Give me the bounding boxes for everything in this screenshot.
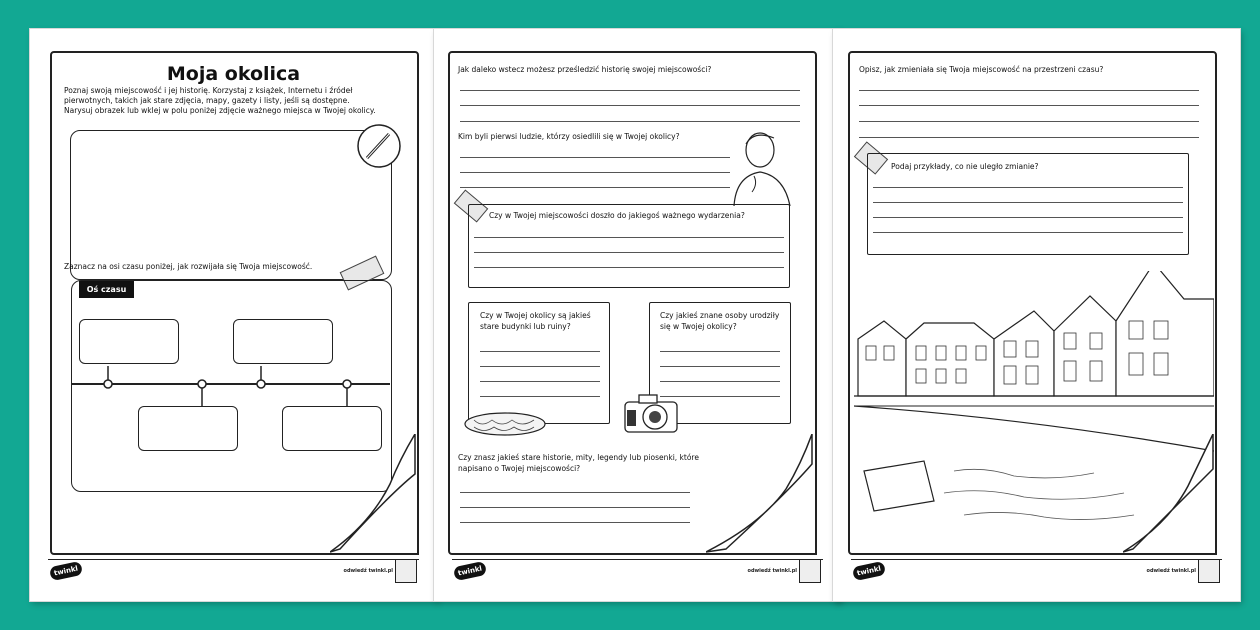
twinkl-logo: twinkl xyxy=(49,561,83,581)
scroll-illustration xyxy=(462,410,548,438)
page-1-intro: Poznaj swoją miejscowość i jej historię. Korzystaj z książek, Internetu i źródeł pierwotnych, takich jak stare zdjęcia, mapy, gazety i listy, jeśli są dostępne. xyxy=(64,86,353,105)
question-1: Jak daleko wstecz możesz prześledzić historię swojej miejscowości? xyxy=(458,65,712,74)
question-4: Czy w Twojej okolicy są jakieś stare budynki lub ruiny? xyxy=(480,311,591,331)
question-1: Opisz, jak zmieniała się Twoja miejscowość na przestrzeni czasu? xyxy=(859,65,1104,74)
footer-site: odwiedź twinkl.pl xyxy=(343,568,393,574)
twinkl-logo: twinkl xyxy=(453,561,487,581)
picture-box[interactable] xyxy=(70,130,392,280)
footer-site: odwiedź twinkl.pl xyxy=(747,568,797,574)
page-curl xyxy=(706,434,816,554)
timeline-label: Oś czasu xyxy=(79,281,134,298)
worksheet-page-1 xyxy=(30,29,437,601)
footer-rule xyxy=(851,559,1222,560)
timeline-event-box[interactable] xyxy=(138,406,238,451)
timeline-event-box[interactable] xyxy=(79,319,179,364)
question-5: Czy jakieś znane osoby urodziły się w Twojej okolicy? xyxy=(660,311,780,331)
twinkl-logo: twinkl xyxy=(852,561,886,581)
timeline-event-box[interactable] xyxy=(233,319,333,364)
question-2: Kim byli pierwsi ludzie, którzy osiedlili się w Twojej okolicy? xyxy=(458,132,680,141)
worksheet-page-2 xyxy=(434,29,841,601)
page-1-title: Moja okolica xyxy=(166,63,301,85)
question-3: Czy w Twojej miejscowości doszło do jakiegoś ważnego wydarzenia? xyxy=(489,211,745,220)
footer-rule xyxy=(452,559,823,560)
timeline-prompt: Zaznacz na osi czasu poniżej, jak rozwijała się Twoja miejscowość. xyxy=(64,262,313,271)
badge-icon xyxy=(395,559,417,583)
pencil-icon xyxy=(355,122,403,170)
person-illustration xyxy=(724,124,799,206)
page-curl xyxy=(1123,434,1218,554)
page-curl xyxy=(330,434,420,554)
page-1-instruction: Narysuj obrazek lub wklej w polu poniżej zdjęcie ważnego miejsca w Twojej okolicy. xyxy=(64,106,376,115)
footer-rule xyxy=(48,559,419,560)
badge-icon xyxy=(799,559,821,583)
question-2: Podaj przykłady, co nie uległo zmianie? xyxy=(891,162,1039,171)
camera-icon xyxy=(621,388,683,436)
question-6: Czy znasz jakieś stare historie, mity, legendy lub piosenki, które napisano o Twojej miejscowości? xyxy=(458,453,699,473)
footer-site: odwiedź twinkl.pl xyxy=(1146,568,1196,574)
worksheet-page-3 xyxy=(833,29,1240,601)
badge-icon xyxy=(1198,559,1220,583)
